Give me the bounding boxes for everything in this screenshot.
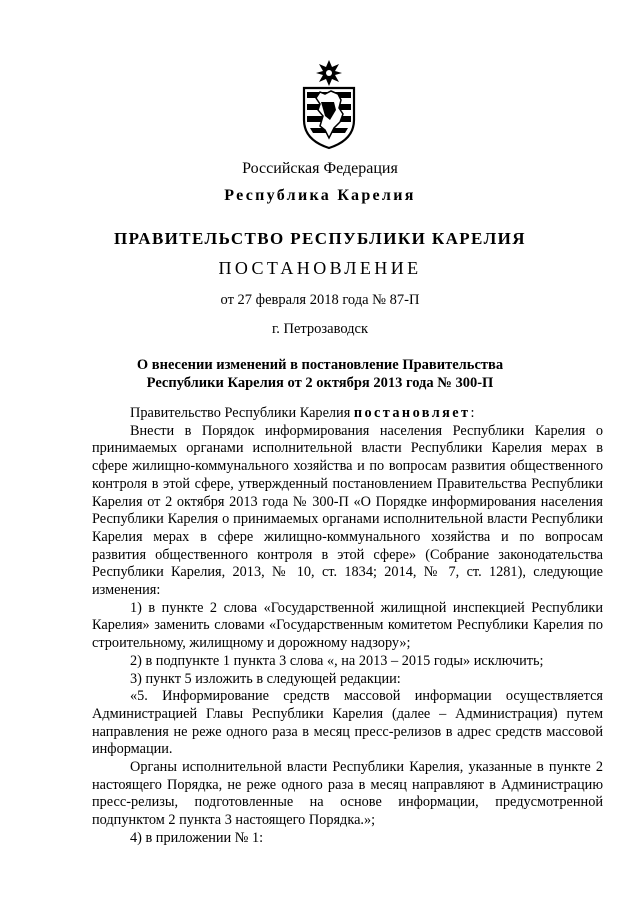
city-name: г. Петрозаводск (271, 321, 369, 337)
intro-paragraph (92, 405, 603, 423)
title-line-2: Республики Карелия от 2 октября 2013 года № 300-П (146, 375, 494, 391)
decree-verb: постановляет (353, 405, 471, 421)
title-line-1: О внесении изменений в постановление Правительства (136, 357, 504, 373)
intro-prefix: Правительство Республики Карелия (130, 405, 354, 421)
government-name: ПРАВИТЕЛЬСТВО РЕСПУБЛИКИ КАРЕЛИЯ (114, 229, 526, 248)
paragraph-item-4: 4) в приложении № 1: (130, 829, 264, 846)
paragraph-item-3: 3) пункт 5 изложить в следующей редакции: (130, 670, 401, 687)
republic-name: Республика Карелия (224, 187, 416, 204)
paragraph-item-1: 1) в пункте 2 слова «Государственной жилищной инспекцией Республики Карелия» заменить словами «Государственным комитетом Республики Карелия по строительному, жилищному и дорожному надзору»; (92, 599, 603, 652)
country-name: Российская Федерация (242, 160, 398, 177)
karelia-coat-of-arms-icon (298, 58, 360, 150)
document-title (0, 356, 640, 392)
paragraph-main: Внести в Порядок информирования населения Республики Карелия о принимаемых органами исполнительной власти Республики Карелия мерах в сфере жилищно-коммунального хозяйства и по вопросам развития общественного контроля в этой сфере, утвержденный постановлением Правительства Республики Карелия от 2 октября 2013 года № 300-П «О Порядке информирования населения Республики Карелия о принимаемых органами исполнительной власти Республики Карелия мерах в сфере жилищно-коммунального хозяйства и по вопросам развития общественного контроля в этой сфере» (Собрание законодательства Республики Карелия, 2013, № 10, ст. 1834; 2014, № 7, ст. 1281), следующие изменения: (92, 422, 603, 599)
paragraph-item-2: 2) в подпункте 1 пункта 3 слова «, на 2013 – 2015 годы» исключить; (130, 652, 544, 669)
paragraph-quote-5-cont: Органы исполнительной власти Республики Карелия, указанные в пункте 2 настоящего Порядка, не реже одного раза в месяц направляют в Администрацию пресс-релизы, подготовленные на основе информации, предусмотренной подпунктом 2 пункта 3 настоящего Порядка.»; (92, 759, 603, 829)
document-body (92, 405, 603, 848)
intro-suffix: : (470, 405, 475, 421)
date-line: от 27 февраля 2018 года № 87-П (220, 292, 420, 308)
document-type: ПОСТАНОВЛЕНИЕ (218, 258, 422, 278)
paragraph-quote-5: «5. Информирование средств массовой информации осуществляется Администрацией Главы Республики Карелия (далее – Администрация) путем направления не реже одного раза в месяц пресс-релизов в адрес средств массовой информации. (92, 688, 603, 758)
